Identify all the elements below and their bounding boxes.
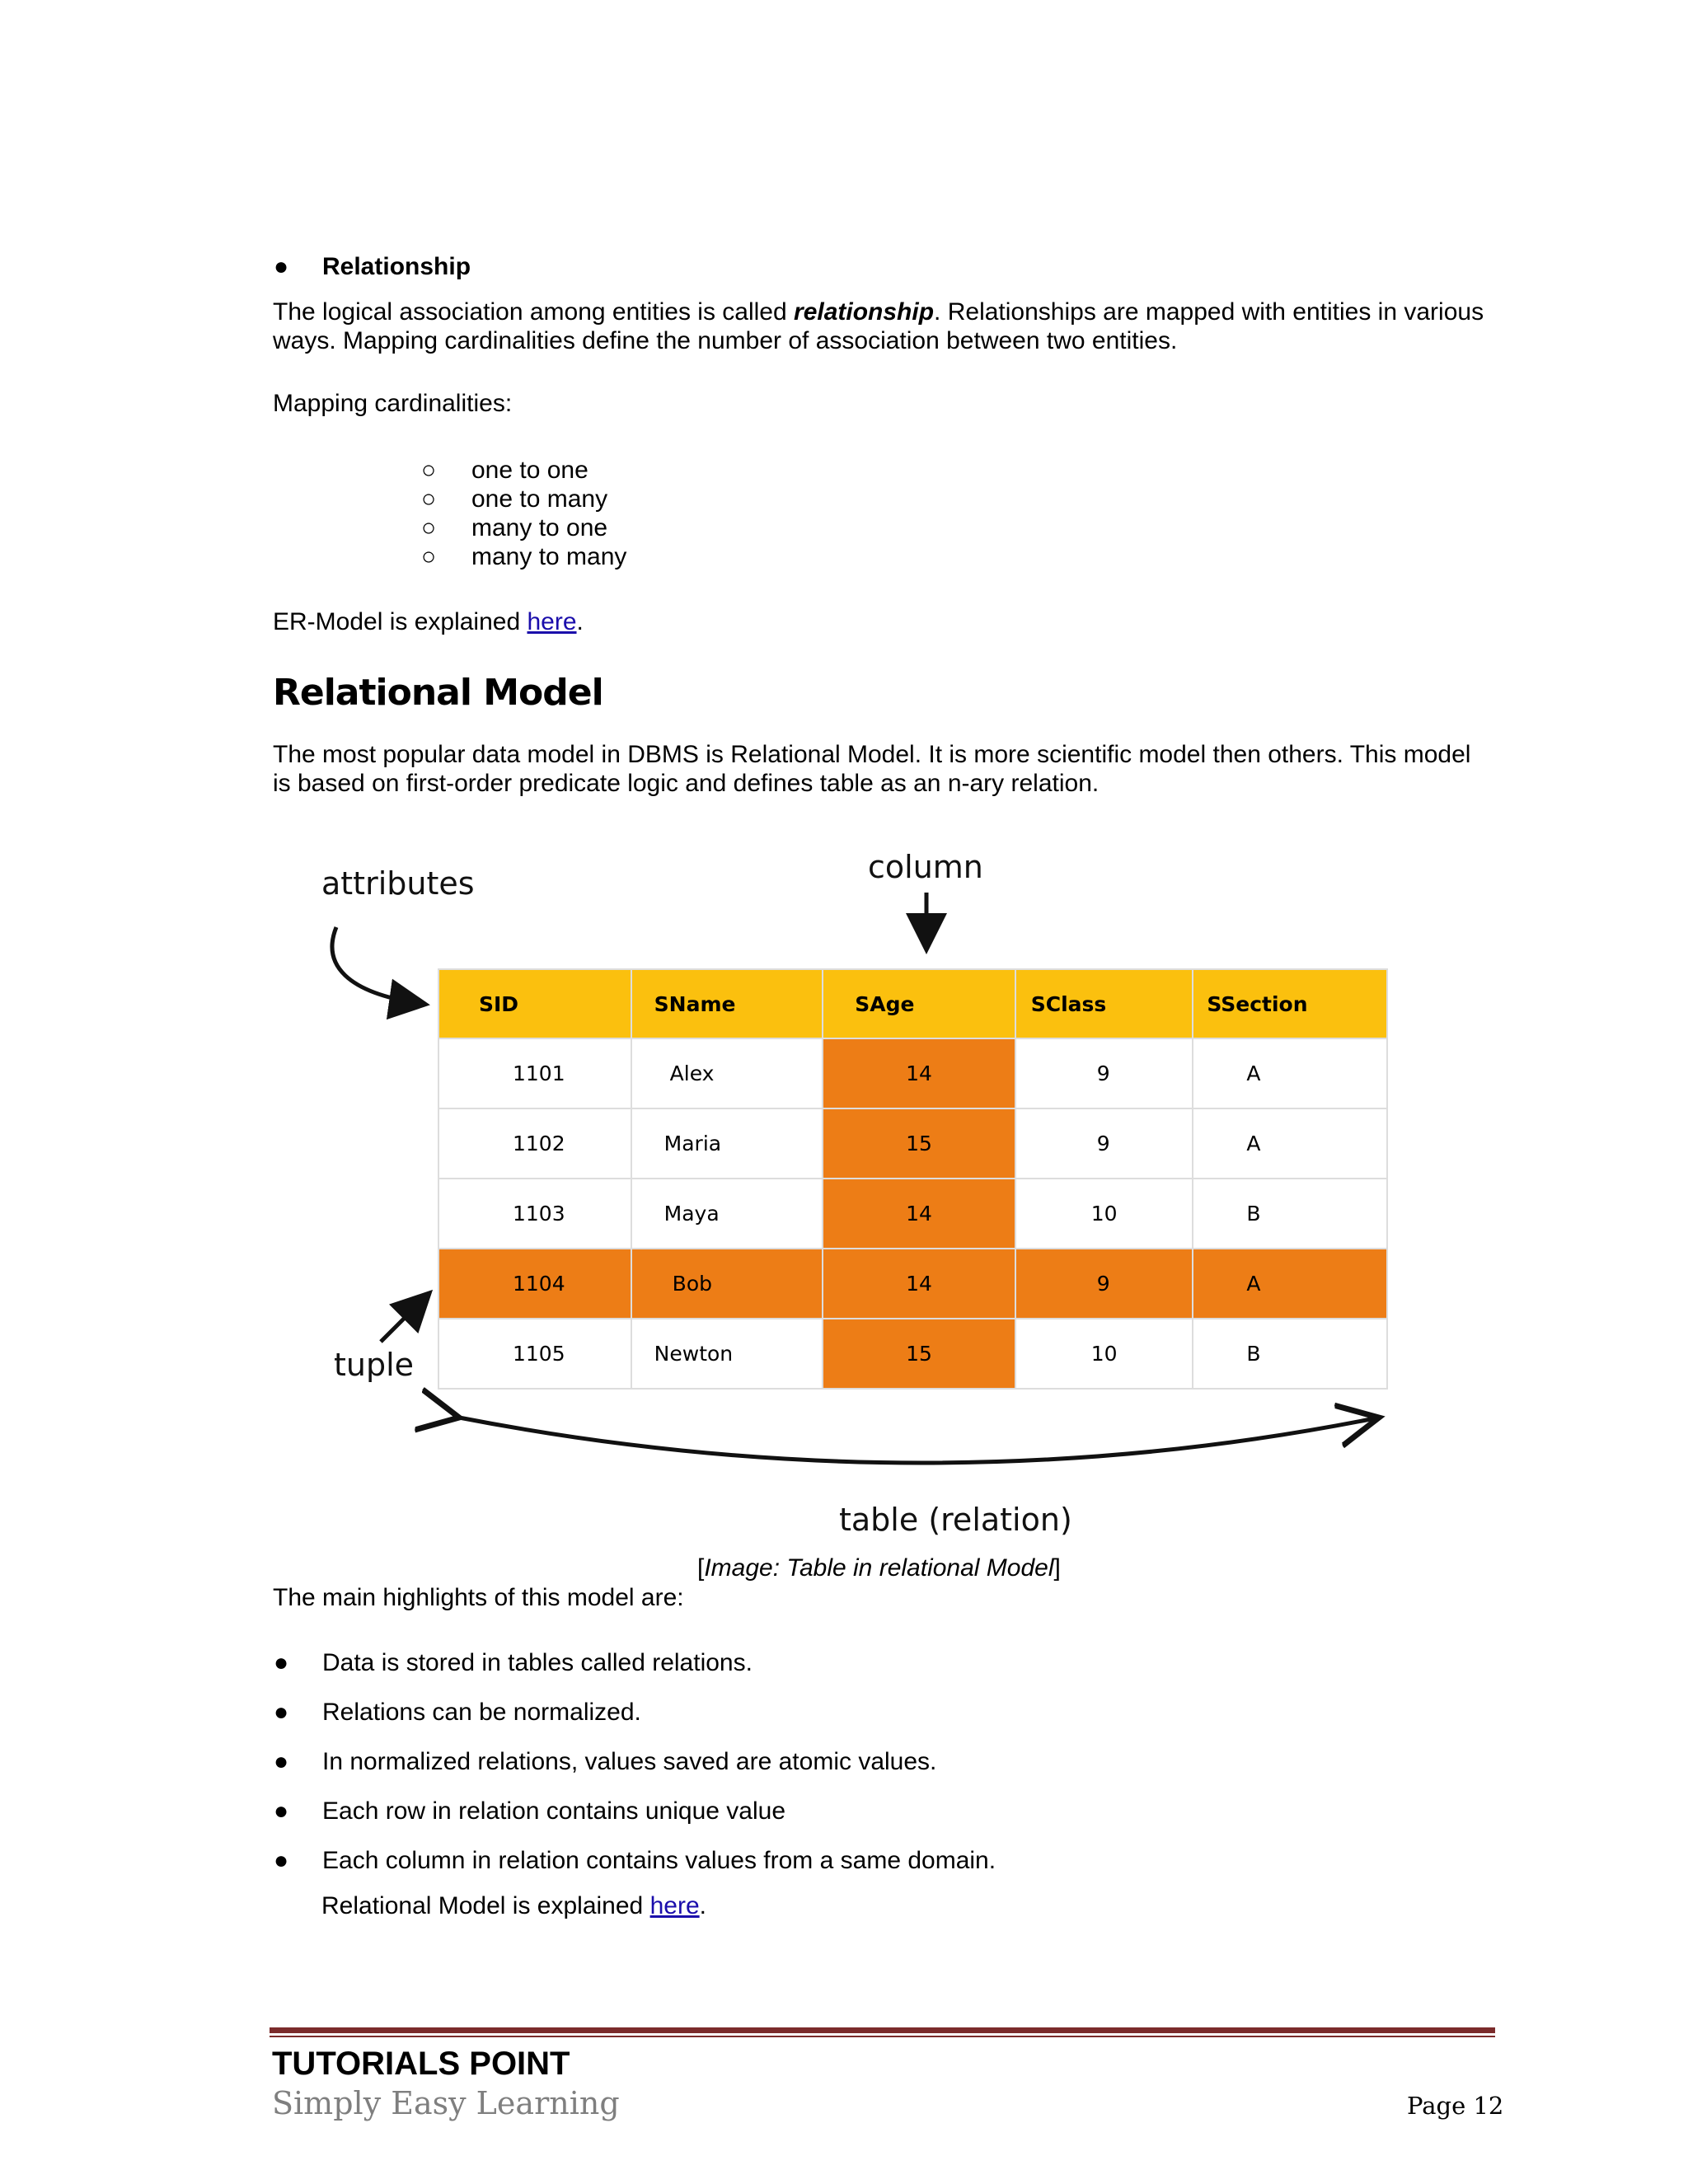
mapping-cardinalities-label: Mapping cardinalities:: [273, 390, 513, 417]
caption-bracket-open: [: [697, 1554, 705, 1582]
relational-paragraph-line1: The most popular data model in DBMS is Relational Model. It is more scientific model then others. This model: [273, 741, 1471, 768]
list-item: Each column in relation contains values from a same domain.: [322, 1847, 996, 1874]
table-cell: 1105: [438, 1319, 631, 1389]
table-cell: 9: [1015, 1249, 1193, 1319]
list-item: Data is stored in tables called relations.: [322, 1649, 753, 1676]
relational-model-line: [321, 1891, 706, 1920]
column-header: SSection: [1193, 969, 1387, 1038]
table-cell: 1104: [438, 1249, 631, 1319]
table-cell: 14: [823, 1038, 1015, 1108]
tuple-arrow: [381, 1296, 427, 1342]
bullet-icon: ●: [274, 1649, 289, 1676]
footer-rule-thin: [270, 2036, 1495, 2037]
caption-text: Image: Table in relational Model: [704, 1554, 1054, 1582]
er-model-suffix: .: [576, 608, 584, 635]
table-cell: 1101: [438, 1038, 631, 1108]
table-relation-label: table (relation): [839, 1502, 1072, 1538]
list-item: many to one: [471, 514, 608, 541]
relationship-para-prefix: The logical association among entities is called: [273, 298, 795, 326]
table-header-row: [438, 969, 1387, 1038]
table-cell: 15: [823, 1108, 1015, 1179]
table-cell: B: [1193, 1179, 1387, 1249]
table-cell: B: [1193, 1319, 1387, 1389]
column-header: SID: [438, 969, 631, 1038]
table-cell: 9: [1015, 1108, 1193, 1179]
table-cell: 15: [823, 1319, 1015, 1389]
relationship-para-suffix: . Relationships are mapped with entities in various: [934, 298, 1484, 326]
page-title: Relational Model: [273, 672, 603, 714]
relation-table: [438, 968, 1388, 1390]
bullet-icon: ●: [274, 1699, 289, 1726]
relational-model-link[interactable]: here: [649, 1892, 700, 1919]
list-item: Each row in relation contains unique value: [322, 1797, 786, 1825]
table-cell: Maya: [631, 1179, 823, 1249]
attributes-arrow: [332, 927, 422, 1004]
table-cell: 10: [1015, 1319, 1193, 1389]
relational-paragraph-line2: is based on first-order predicate logic and defines table as an n-ary relation.: [273, 770, 1100, 797]
table-cell: 14: [823, 1179, 1015, 1249]
footer-tagline: Simply Easy Learning: [272, 2085, 620, 2121]
column-header: SAge: [823, 969, 1015, 1038]
table-row-highlighted: [438, 1249, 1387, 1319]
circle-bullet-icon: ○: [421, 543, 437, 570]
tuple-label: tuple: [334, 1347, 415, 1383]
column-header: SName: [631, 969, 823, 1038]
table-cell: 1102: [438, 1108, 631, 1179]
er-model-link[interactable]: here: [527, 608, 577, 635]
list-item: Relations can be normalized.: [322, 1699, 641, 1726]
table-cell: Maria: [631, 1108, 823, 1179]
column-label: column: [868, 849, 983, 885]
circle-bullet-icon: ○: [421, 514, 437, 541]
table-cell: A: [1193, 1038, 1387, 1108]
caption-bracket-close: ]: [1053, 1554, 1061, 1582]
relationship-term: relationship: [794, 298, 935, 326]
bullet-icon: ●: [274, 1748, 289, 1775]
attributes-label: attributes: [321, 865, 475, 902]
list-item: one to many: [471, 485, 608, 513]
table-row: [438, 1038, 1387, 1108]
table-cell: Alex: [631, 1038, 823, 1108]
list-item: many to many: [471, 543, 627, 570]
column-header: SClass: [1015, 969, 1193, 1038]
relational-model-suffix: .: [699, 1892, 706, 1919]
figure-caption: [697, 1554, 1061, 1582]
table-cell: A: [1193, 1108, 1387, 1179]
table-cell: 1103: [438, 1179, 631, 1249]
bullet-icon: ●: [274, 1797, 289, 1825]
relational-model-prefix: Relational Model is explained: [321, 1892, 650, 1919]
relationship-heading: Relationship: [322, 253, 471, 280]
table-cell: A: [1193, 1249, 1387, 1319]
footer-rule: [270, 2027, 1495, 2033]
table-cell: Newton: [631, 1319, 823, 1389]
table-cell: 14: [823, 1249, 1015, 1319]
table-cell: Bob: [631, 1249, 823, 1319]
footer-brand: TUTORIALS POINT: [272, 2046, 570, 2082]
table-row: [438, 1319, 1387, 1389]
highlights-intro: The main highlights of this model are:: [273, 1584, 684, 1611]
list-item: In normalized relations, values saved are atomic values.: [322, 1748, 937, 1775]
er-model-prefix: ER-Model is explained: [273, 608, 528, 635]
table-row: [438, 1108, 1387, 1179]
table-relation-arrow: [459, 1418, 1379, 1463]
bullet-icon: ●: [274, 1847, 289, 1874]
table-row: [438, 1179, 1387, 1249]
bullet-icon: ●: [274, 253, 289, 280]
circle-bullet-icon: ○: [421, 457, 437, 484]
table-cell: 9: [1015, 1038, 1193, 1108]
page-number: Page 12: [1407, 2092, 1504, 2120]
relationship-paragraph-line2: ways. Mapping cardinalities define the number of association between two entities.: [273, 327, 1178, 354]
table-cell: 10: [1015, 1179, 1193, 1249]
circle-bullet-icon: ○: [421, 485, 437, 513]
list-item: one to one: [471, 457, 588, 484]
